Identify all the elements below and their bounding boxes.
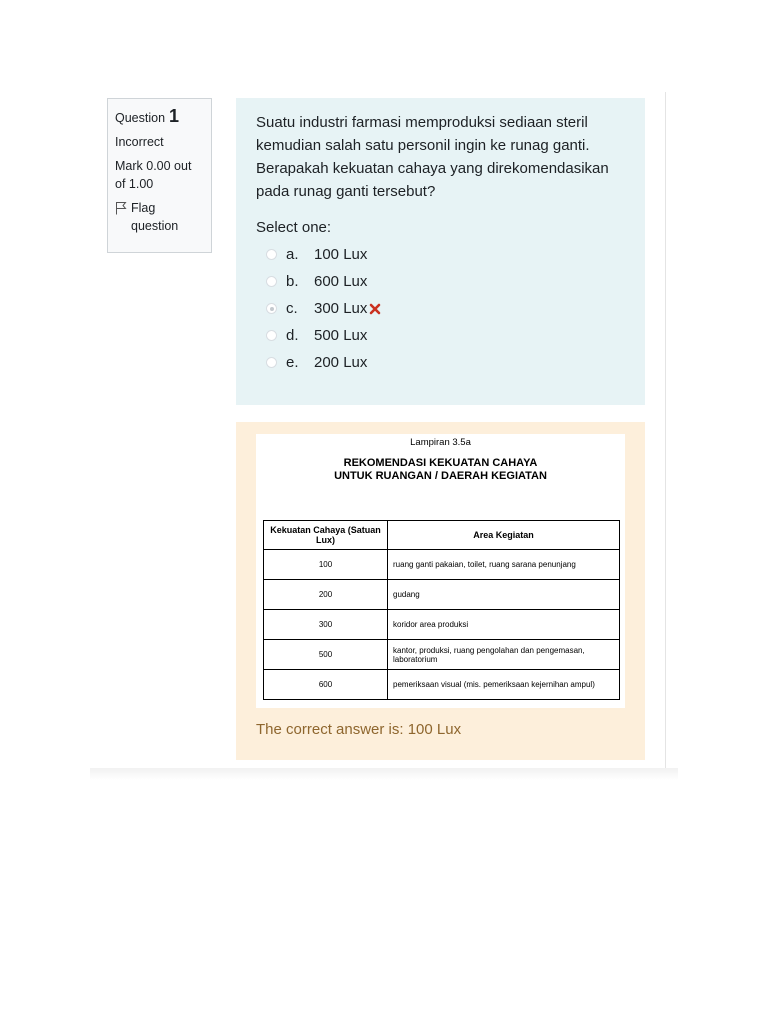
cross-icon — [369, 303, 381, 315]
option-label: 600 Lux — [314, 273, 368, 290]
image-caption: Lampiran 3.5a — [410, 437, 471, 448]
question-info-panel — [107, 98, 212, 253]
question-formulation — [236, 98, 645, 405]
table-row — [264, 670, 620, 700]
table-cell-area: ruang ganti pakaian, toilet, ruang sarana penunjang — [388, 550, 620, 580]
table-cell-lux: 600 — [264, 670, 388, 700]
answer-prompt: Select one: — [256, 219, 332, 236]
option-letter: c. — [286, 300, 298, 317]
table-row — [264, 580, 620, 610]
reference-table-image — [256, 434, 625, 708]
flag-icon — [115, 201, 127, 215]
table-header-row — [264, 521, 620, 550]
content-right-border — [665, 92, 666, 772]
lux-recommendation-table — [263, 520, 620, 700]
table-row — [264, 550, 620, 580]
answer-option-a[interactable] — [256, 241, 625, 268]
question-state: Incorrect — [115, 135, 164, 149]
table-row — [264, 610, 620, 640]
feedback-outcome — [236, 422, 645, 760]
table-cell-area: kantor, produksi, ruang pengolahan dan pengemasan, laboratorium — [388, 640, 620, 670]
option-letter: a. — [286, 246, 299, 263]
radio-button[interactable] — [266, 276, 277, 287]
table-row — [264, 640, 620, 670]
option-label: 100 Lux — [314, 246, 368, 263]
question-text: Suatu industri farmasi memproduksi sediaan steril kemudian salah satu personil ingin ke runag ganti. Berapakah kekuatan cahaya yang direkomendasikan pada runag ganti tersebut? — [256, 114, 609, 200]
image-title-line-2: UNTUK RUANGAN / DAERAH KEGIATAN — [334, 470, 547, 482]
question-number-value: 1 — [169, 106, 180, 126]
table-cell-lux: 100 — [264, 550, 388, 580]
answer-options — [256, 241, 625, 376]
option-label: 300 Lux — [314, 300, 368, 317]
table-header: Kekuatan Cahaya (Satuan Lux) — [264, 521, 388, 550]
answer-option-c[interactable] — [256, 295, 625, 322]
table-cell-lux: 200 — [264, 580, 388, 610]
flag-question-label: Flag question — [131, 201, 179, 233]
question-number — [115, 107, 204, 127]
option-label: 200 Lux — [314, 354, 368, 371]
radio-button[interactable] — [266, 357, 277, 368]
question-label: Question — [115, 111, 166, 125]
table-cell-area: koridor area produksi — [388, 610, 620, 640]
option-letter: b. — [286, 273, 299, 290]
correct-answer-text: The correct answer is: 100 Lux — [256, 721, 462, 738]
answer-option-e[interactable] — [256, 349, 625, 376]
radio-button[interactable] — [266, 330, 277, 341]
image-title-line-1: REKOMENDASI KEKUATAN CAHAYA — [343, 457, 538, 469]
table-cell-area: pemeriksaan visual (mis. pemeriksaan kejernihan ampul) — [388, 670, 620, 700]
table-header: Area Kegiatan — [388, 521, 620, 550]
option-label: 500 Lux — [314, 327, 368, 344]
option-letter: d. — [286, 327, 299, 344]
flag-question-link[interactable] — [115, 199, 204, 235]
table-cell-lux: 300 — [264, 610, 388, 640]
question-grade: Mark 0.00 out of 1.00 — [115, 159, 192, 191]
answer-option-d[interactable] — [256, 322, 625, 349]
option-letter: e. — [286, 354, 299, 371]
image-title — [256, 457, 625, 483]
table-cell-area: gudang — [388, 580, 620, 610]
radio-button-selected[interactable] — [266, 303, 277, 314]
radio-button[interactable] — [266, 249, 277, 260]
page-bottom-shadow — [90, 768, 678, 780]
answer-option-b[interactable] — [256, 268, 625, 295]
table-cell-lux: 500 — [264, 640, 388, 670]
